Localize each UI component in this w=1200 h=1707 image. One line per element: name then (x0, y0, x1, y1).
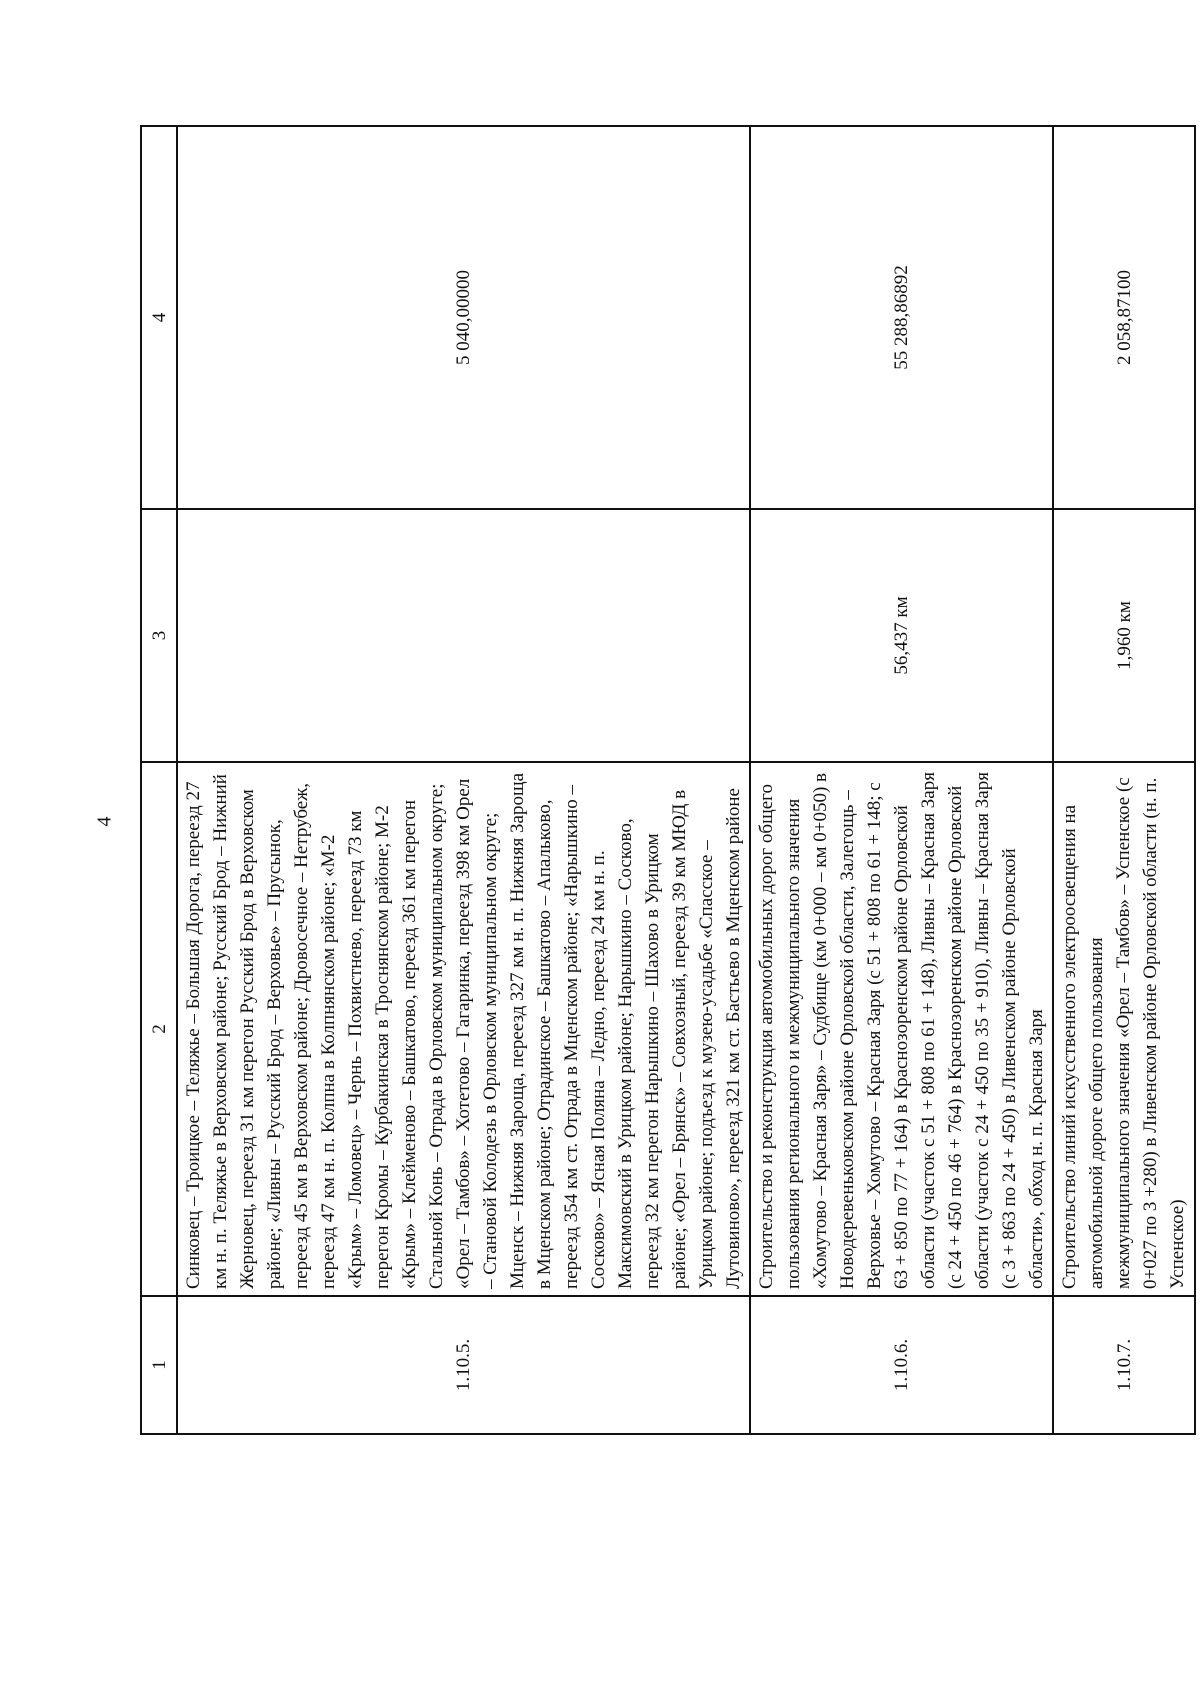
row-description: Строительство линий искусственного электроосвещения на автомобильной дороге общего пользования межмуниципального значения «Орел – Тамбов» – Успенское (с 0+027 по 3 +280) в Ливенском районе Орловской области (н. п. Успенское) (1053, 762, 1195, 1296)
row-number: 1.10.5. (177, 1296, 750, 1434)
page-number: 4 (93, 816, 116, 827)
row-number: 1.10.6. (750, 1296, 1053, 1434)
row-description: Синковец – Троицкое – Теляжье – Большая Дорога, переезд 27 км н. п. Теляжье в Верховском районе; Русский Брод – Нижний Жерновец, переезд 31 км перегон Русский Брод в Верховском районе; «Ливны – Русский Брод – Верховье» – Прусынок, переезд 45 км в Верховском районе; Дровосечное – Нетрубеж, переезд 47 км н. п. Колпна в Колпнянском районе; «М-2 «Крым» – Ломовец» – Чернь – Похвистнево, переезд 73 км перегон Кромы – Курбакинская в Троснянском районе; М-2 «Крым» – Клейменово – Башкатово, переезд 361 км перегон Стальной Конь – Отрада в Орловском муниципальном округе; «Орел – Тамбов» – Хотетово – Гагаринка, переезд 398 км Орел – Становой Колодезь в Орловском муниципальном округе; Мценск – Нижняя Зароща, переезд 327 км н. п. Нижняя Зароща в Мценском районе; Отрадинское – Башкатово – Апальково, переезд 354 км ст. Отрада в Мценском районе; «Нарышкино – Сосково» – Ясная Поляна – Ледно, переезд 24 км н. п. Максимовский в Урицком районе; Нарышкино – Сосково, переезд 32 км перегон Нарышкино – Шахово в Урицком районе; «Орел – Брянск» – Совхозный, переезд 39 км МЮД в Урицком районе; подъезд к музею-усадьбе «Спасское – Лутовиново», переезд 321 км ст. Бастьево в Мценском районе (177, 762, 750, 1296)
row-length: 56,437 км (750, 509, 1053, 762)
table-row (750, 126, 1053, 1434)
header-col-4: 4 (141, 126, 177, 509)
row-length: 1,960 км (1053, 509, 1195, 762)
table-row (177, 126, 750, 1434)
table-row (1053, 126, 1195, 1434)
data-table (140, 125, 1196, 1435)
header-col-3: 3 (141, 509, 177, 762)
row-cost: 5 040,00000 (177, 126, 750, 509)
row-description: Строительство и реконструкция автомобильных дорог общего пользования регионального и межмуниципального значения «Хомутово – Красная Заря» – Судбище (км 0+000 – км 0+050) в Новодеревеньковском районе Орловской области, Залегощь – Верховье – Хомутово – Красная Заря (с 51 + 808 по 61 + 148; с 63 + 850 по 77 + 164) в Краснозоренском районе Орловской области (участок с 51 + 808 по 61 + 148), Ливны – Красная Заря (с 24 + 450 по 46 + 764) в Краснозоренском районе Орловской области (участок с 24 + 450 по 35 + 910), Ливны – Красная Заря (с 3 + 863 по 24 + 450) в Ливенском районе Орловской области», обход н. п. Красная Заря (750, 762, 1053, 1296)
header-row (141, 126, 177, 1434)
row-length (177, 509, 750, 762)
row-cost: 55 288,86892 (750, 126, 1053, 509)
rotated-table-container (140, 125, 1188, 1435)
row-number: 1.10.7. (1053, 1296, 1195, 1434)
header-col-2: 2 (141, 762, 177, 1296)
row-cost: 2 058,87100 (1053, 126, 1195, 509)
header-col-1: 1 (141, 1296, 177, 1434)
